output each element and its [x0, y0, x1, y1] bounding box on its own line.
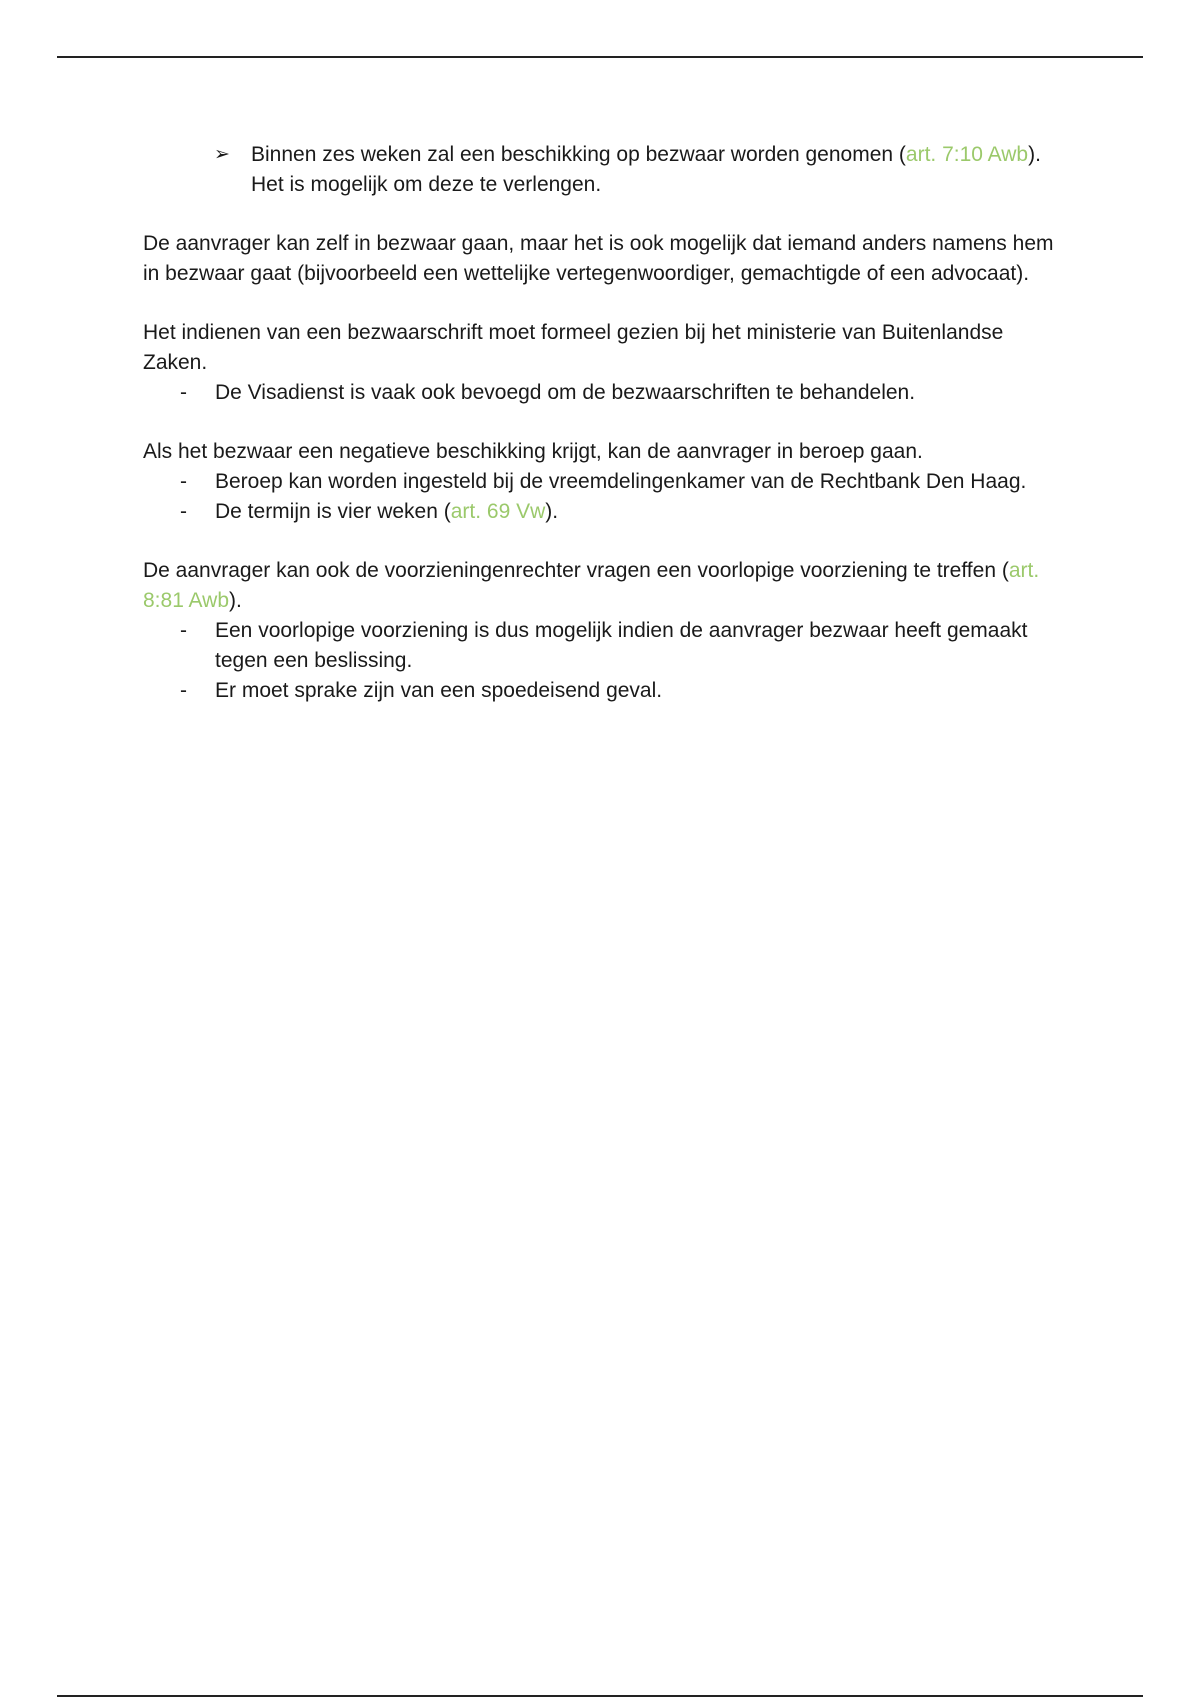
list-item: [143, 467, 1063, 497]
bullet-text: ). Het is mogelijk om deze te verlengen.: [251, 143, 1041, 196]
law-reference: art. 8:81 Awb: [143, 559, 1040, 612]
dash-bullet: -: [180, 470, 187, 493]
paragraph-text: Als het bezwaar een negatieve beschikking krijgt, kan de aanvrager in beroep gaan.: [143, 440, 923, 463]
list-item: [143, 378, 1063, 408]
dash-list: [143, 616, 1063, 706]
bullet-text: Binnen zes weken zal een beschikking op bezwaar worden genomen (: [251, 143, 906, 166]
list-item-text: De termijn is vier weken (: [215, 500, 451, 523]
list-item: [143, 616, 1063, 676]
list-item-text: De Visadienst is vaak ook bevoegd om de bezwaarschriften te behandelen.: [215, 381, 916, 404]
footer-rule: [57, 1695, 1143, 1697]
paragraph-text-part: De aanvrager kan ook de voorzieningenrechter vragen een voorlopige voorziening te treffen (: [143, 559, 1009, 582]
header-rule: [57, 56, 1143, 58]
list-item: [143, 676, 1063, 706]
paragraph-text: [143, 556, 1063, 616]
dash-list: [143, 378, 1063, 408]
dash-bullet: -: [180, 381, 187, 404]
dash-bullet: -: [180, 679, 187, 702]
list-item: [143, 497, 1063, 527]
arrow-bullet-icon: ➢: [214, 144, 230, 165]
paragraph-text: Het indienen van een bezwaarschrift moet formeel gezien bij het ministerie van Buitenlandse Zaken.: [143, 321, 1004, 374]
law-reference: art. 69 Vw: [450, 500, 546, 523]
list-item-text: Beroep kan worden ingesteld bij de vreemdelingenkamer van de Rechtbank Den Haag.: [215, 470, 1027, 493]
paragraph-appeal: [143, 437, 1063, 527]
dash-bullet: -: [180, 619, 187, 642]
paragraph-provisional-measure: [143, 556, 1063, 706]
paragraph-text: De aanvrager kan zelf in bezwaar gaan, maar het is ook mogelijk dat iemand anders namens hem in bezwaar gaat (bijvoorbeeld een wettelijke vertegenwoordiger, gemachtigde of een advocaat).: [143, 232, 1054, 285]
document-body: [143, 140, 1063, 706]
dash-bullet: -: [180, 500, 187, 523]
arrow-bullet-item: [143, 140, 1063, 200]
list-item-text: Een voorlopige voorziening is dus mogelijk indien de aanvrager bezwaar heeft gemaakt tegen een beslissing.: [215, 619, 1028, 672]
law-reference: art. 7:10 Awb: [905, 143, 1029, 166]
paragraph-filing: [143, 318, 1063, 408]
dash-list: [143, 467, 1063, 527]
list-item-text: ).: [545, 500, 559, 523]
paragraph-representation: [143, 229, 1063, 289]
list-item-text: Er moet sprake zijn van een spoedeisend geval.: [215, 679, 663, 702]
paragraph-text-part: ).: [229, 589, 242, 612]
